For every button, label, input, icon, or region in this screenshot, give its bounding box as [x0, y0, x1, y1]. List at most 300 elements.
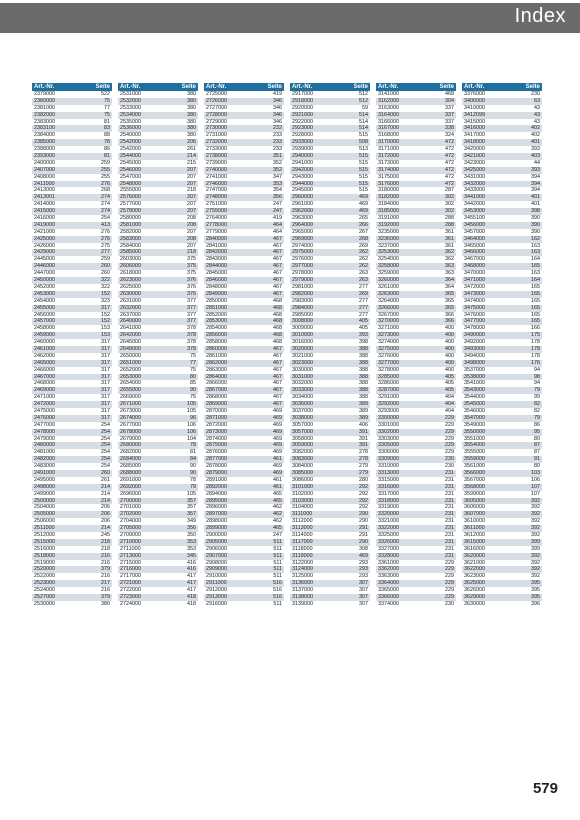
page-ref: 229 — [445, 566, 454, 573]
index-row — [290, 208, 370, 215]
page-ref: 274 — [101, 194, 110, 201]
page-ref: 280 — [359, 476, 368, 483]
page-ref: 75 — [190, 366, 196, 373]
page-ref: 229 — [445, 414, 454, 421]
art-nr: 3276000 — [378, 352, 399, 359]
page-ref: 393 — [531, 166, 540, 173]
page-ref: 79 — [534, 414, 540, 421]
art-nr: 2482000 — [34, 456, 55, 463]
page-ref: 400 — [445, 345, 454, 352]
art-nr: 2727000 — [206, 104, 227, 111]
art-nr: 2871000 — [206, 414, 227, 421]
art-nr: 3278000 — [378, 366, 399, 373]
index-row — [376, 318, 456, 325]
page-ref: 163 — [531, 270, 540, 277]
page-ref: 77 — [190, 359, 196, 366]
index-row — [462, 594, 542, 601]
index-row — [32, 525, 112, 532]
index-row — [376, 415, 456, 422]
page-ref: 166 — [531, 325, 540, 332]
page-ref: 366 — [445, 318, 454, 325]
index-row — [462, 98, 542, 105]
index-row — [376, 374, 456, 381]
art-nr: 2731000 — [206, 132, 227, 139]
index-row — [462, 380, 542, 387]
page-ref: 346 — [273, 104, 282, 111]
art-nr: 3316000 — [378, 483, 399, 490]
index-row — [290, 194, 370, 201]
index-row — [118, 119, 198, 126]
index-row — [462, 256, 542, 263]
page-ref: 468 — [273, 339, 282, 346]
art-nr: 3101000 — [292, 483, 313, 490]
index-row — [204, 105, 284, 112]
index-row — [118, 167, 198, 174]
page-ref: 231 — [445, 483, 454, 490]
index-row — [290, 139, 370, 146]
art-nr: 3172000 — [378, 153, 399, 160]
index-row — [32, 312, 112, 319]
art-nr: 2477000 — [34, 421, 55, 428]
page-ref: 469 — [273, 407, 282, 414]
page-ref: 268 — [101, 187, 110, 194]
page-ref: 278 — [359, 456, 368, 463]
page-ref: 254 — [101, 442, 110, 449]
index-row — [118, 601, 198, 608]
art-nr: 2481000 — [34, 449, 55, 456]
art-nr: 2923000 — [292, 125, 313, 132]
page-ref: 255 — [101, 173, 110, 180]
page-ref: 218 — [187, 187, 196, 194]
art-nr: 2542000 — [120, 139, 141, 146]
art-nr: 2546000 — [120, 166, 141, 173]
index-row — [376, 380, 456, 387]
index-row — [32, 504, 112, 511]
page-ref: 277 — [359, 297, 368, 304]
art-nr: 3417000 — [464, 132, 485, 139]
art-nr: 3541000 — [464, 380, 485, 387]
index-row — [290, 394, 370, 401]
page-ref: 380 — [187, 132, 196, 139]
index-row — [32, 498, 112, 505]
art-nr: 3410000 — [464, 104, 485, 111]
art-nr-header: Art.-Nr. — [120, 84, 141, 90]
index-row — [32, 553, 112, 560]
page-ref: 80 — [534, 435, 540, 442]
index-row — [462, 160, 542, 167]
index-row — [118, 387, 198, 394]
page-ref: 292 — [359, 490, 368, 497]
art-nr: 2454000 — [34, 297, 55, 304]
page-ref: 416 — [187, 559, 196, 566]
art-nr: 3275000 — [378, 345, 399, 352]
index-row — [118, 504, 198, 511]
page-ref: 260 — [101, 270, 110, 277]
art-nr: 2384000 — [34, 132, 55, 139]
index-row — [204, 442, 284, 449]
index-row — [290, 119, 370, 126]
art-nr: 2623000 — [120, 277, 141, 284]
index-row — [376, 325, 456, 332]
page-ref: 317 — [101, 407, 110, 414]
art-nr: 2702000 — [120, 511, 141, 518]
page-ref: 254 — [101, 428, 110, 435]
page-ref: 80 — [190, 373, 196, 380]
index-row — [118, 160, 198, 167]
art-nr: 3457000 — [464, 228, 485, 235]
index-row — [290, 532, 370, 539]
page-ref: 362 — [445, 256, 454, 263]
index-row — [118, 291, 198, 298]
index-row — [376, 387, 456, 394]
index-row — [32, 436, 112, 443]
page-ref: 292 — [359, 497, 368, 504]
index-row — [118, 256, 198, 263]
seite-header: Seite — [525, 84, 540, 90]
art-nr: 3301000 — [378, 421, 399, 428]
art-nr: 3494000 — [464, 352, 485, 359]
page-ref: 153 — [101, 332, 110, 339]
index-row — [462, 429, 542, 436]
page-ref: 229 — [445, 435, 454, 442]
art-nr: 2705000 — [120, 525, 141, 532]
page-ref: 380 — [187, 91, 196, 97]
index-row — [204, 484, 284, 491]
art-nr: 2413000 — [34, 187, 55, 194]
index-row — [118, 367, 198, 374]
page-ref: 263 — [359, 270, 368, 277]
art-nr: 3166000 — [378, 118, 399, 125]
art-nr: 2920000 — [292, 104, 313, 111]
art-nr: 3326000 — [378, 538, 399, 545]
page-ref: 260 — [101, 469, 110, 476]
index-row — [290, 325, 370, 332]
index-row — [290, 463, 370, 470]
page-ref: 86 — [534, 421, 540, 428]
index-row — [290, 105, 370, 112]
index-row — [204, 511, 284, 518]
page-ref: 522 — [101, 91, 110, 97]
page-ref: 402 — [531, 132, 540, 139]
page-ref: 263 — [359, 277, 368, 284]
index-row — [32, 222, 112, 229]
index-row — [204, 125, 284, 132]
index-row — [462, 442, 542, 449]
page-ref: 465 — [273, 490, 282, 497]
art-nr: 3492000 — [464, 339, 485, 346]
art-nr: 3615000 — [464, 538, 485, 545]
page-ref: 291 — [359, 532, 368, 538]
index-row — [118, 394, 198, 401]
index-row — [32, 353, 112, 360]
art-nr: 3306000 — [378, 449, 399, 456]
index-row — [118, 573, 198, 580]
page-ref: 324 — [445, 132, 454, 139]
page-ref: 106 — [187, 428, 196, 435]
art-nr: 2700000 — [120, 497, 141, 504]
index-row — [118, 298, 198, 305]
art-nr: 2909000 — [206, 566, 227, 573]
art-nr: 2778000 — [206, 221, 227, 228]
art-nr: 3441000 — [464, 194, 485, 201]
page-ref: 467 — [273, 249, 282, 256]
art-nr: 3466000 — [464, 249, 485, 256]
page-ref: 99 — [534, 394, 540, 401]
index-row — [290, 132, 370, 139]
page-ref: 469 — [359, 208, 368, 215]
index-row — [290, 263, 370, 270]
index-row — [290, 305, 370, 312]
index-row — [32, 277, 112, 284]
page-ref: 469 — [273, 449, 282, 456]
art-nr: 3625000 — [464, 580, 485, 587]
art-nr: 2673000 — [120, 407, 141, 414]
page-ref: 152 — [101, 318, 110, 325]
index-row — [376, 208, 456, 215]
art-nr: 3537000 — [464, 366, 485, 373]
page-ref: 276 — [101, 180, 110, 187]
art-nr: 2453000 — [34, 290, 55, 297]
page-ref: 275 — [101, 242, 110, 249]
page-ref: 394 — [531, 173, 540, 180]
index-row — [376, 243, 456, 250]
page-ref: 279 — [359, 469, 368, 476]
page-ref: 377 — [187, 297, 196, 304]
page-ref: 59 — [362, 104, 368, 111]
art-nr: 3287000 — [378, 387, 399, 394]
art-nr: 3174000 — [378, 166, 399, 173]
index-row — [204, 587, 284, 594]
art-nr: 3605000 — [464, 497, 485, 504]
art-nr: 3611000 — [464, 525, 485, 532]
index-row — [32, 153, 112, 160]
art-nr: 2527000 — [34, 594, 55, 601]
index-row — [462, 222, 542, 229]
index-row — [376, 442, 456, 449]
page-ref: 472 — [445, 166, 454, 173]
art-nr: 3364000 — [378, 580, 399, 587]
index-row — [204, 449, 284, 456]
art-nr: 2630000 — [120, 290, 141, 297]
art-nr: 2747000 — [206, 187, 227, 194]
index-row — [290, 436, 370, 443]
art-nr: 3493000 — [464, 345, 485, 352]
page-ref: 266 — [359, 221, 368, 228]
art-nr: 2385000 — [34, 139, 55, 146]
index-row — [376, 408, 456, 415]
index-row — [462, 139, 542, 146]
art-nr: 2465000 — [34, 359, 55, 366]
index-row — [462, 174, 542, 181]
index-row — [204, 491, 284, 498]
art-nr: 2978000 — [292, 270, 313, 277]
page-ref: 419 — [273, 91, 282, 97]
index-row — [32, 573, 112, 580]
page-ref: 90 — [190, 463, 196, 470]
index-row — [376, 256, 456, 263]
art-nr: 2943000 — [292, 173, 313, 180]
art-nr: 3365000 — [378, 587, 399, 594]
page-ref: 515 — [359, 173, 368, 180]
page-ref: 269 — [359, 290, 368, 297]
column-header — [204, 83, 284, 91]
page-ref: 255 — [101, 166, 110, 173]
index-row — [204, 422, 284, 429]
art-nr: 2894000 — [206, 490, 227, 497]
art-nr: 2891000 — [206, 476, 227, 483]
index-row — [462, 587, 542, 594]
art-nr: 3566000 — [464, 469, 485, 476]
index-row — [376, 339, 456, 346]
page-ref: 231 — [445, 511, 454, 518]
index-row — [462, 105, 542, 112]
page-ref: 247 — [273, 208, 282, 215]
index-row — [32, 105, 112, 112]
page-ref: 290 — [359, 518, 368, 525]
index-row — [204, 305, 284, 312]
page-ref: 413 — [101, 221, 110, 228]
art-nr: 2669000 — [120, 394, 141, 401]
page-ref: 347 — [273, 173, 282, 180]
art-nr: 2618000 — [120, 270, 141, 277]
art-nr: 2471000 — [34, 394, 55, 401]
art-nr: 3173000 — [378, 159, 399, 166]
art-nr: 3285000 — [378, 373, 399, 380]
page-ref: 467 — [273, 283, 282, 290]
index-row — [204, 146, 284, 153]
index-row — [118, 422, 198, 429]
index-row — [118, 146, 198, 153]
index-row — [32, 484, 112, 491]
art-nr: 3433000 — [464, 187, 485, 194]
page-ref: 392 — [531, 504, 540, 511]
art-nr: 2764000 — [206, 215, 227, 222]
page-ref: 103 — [531, 469, 540, 476]
index-row — [204, 208, 284, 215]
page-ref: 208 — [187, 221, 196, 228]
page-ref: 393 — [531, 146, 540, 153]
index-row — [290, 298, 370, 305]
art-nr: 3622000 — [464, 566, 485, 573]
page-ref: 388 — [359, 352, 368, 359]
art-nr: 2548000 — [120, 180, 141, 187]
index-row — [462, 339, 542, 346]
index-row — [32, 332, 112, 339]
art-nr: 2704000 — [120, 518, 141, 525]
art-nr: 2637000 — [120, 311, 141, 318]
index-row — [376, 181, 456, 188]
page-ref: 392 — [531, 511, 540, 518]
index-row — [290, 539, 370, 546]
index-row — [376, 229, 456, 236]
art-nr: 2532000 — [120, 97, 141, 104]
art-nr: 3082000 — [292, 449, 313, 456]
page-ref: 418 — [187, 600, 196, 607]
index-row — [32, 256, 112, 263]
art-nr: 3544000 — [464, 394, 485, 401]
page-ref: 178 — [531, 339, 540, 346]
index-row — [32, 181, 112, 188]
page-ref: 511 — [273, 566, 282, 573]
page-ref: 254 — [101, 456, 110, 463]
page-ref: 267 — [359, 228, 368, 235]
index-row — [376, 312, 456, 319]
art-nr: 2450000 — [34, 277, 55, 284]
index-row — [204, 573, 284, 580]
page-ref: 472 — [445, 146, 454, 153]
art-nr: 3442000 — [464, 201, 485, 208]
page-ref: 515 — [359, 180, 368, 187]
index-row — [290, 249, 370, 256]
page-ref: 265 — [359, 215, 368, 222]
art-nr: 2531000 — [120, 91, 141, 97]
art-nr: 2583000 — [120, 235, 141, 242]
art-nr: 2654000 — [120, 380, 141, 387]
index-row — [32, 132, 112, 139]
page-ref: 379 — [101, 594, 110, 601]
art-nr: 3263000 — [378, 290, 399, 297]
page-ref: 176 — [531, 359, 540, 366]
art-nr: 2974000 — [292, 242, 313, 249]
page-ref: 467 — [273, 380, 282, 387]
index-row — [290, 201, 370, 208]
page-ref: 230 — [531, 91, 540, 97]
art-nr: 3498000 — [464, 359, 485, 366]
index-row — [32, 249, 112, 256]
art-nr: 3124000 — [292, 566, 313, 573]
page-ref: 78 — [104, 139, 110, 146]
index-row — [376, 174, 456, 181]
art-nr: 2545000 — [120, 159, 141, 166]
art-nr: 2631000 — [120, 297, 141, 304]
art-nr: 3561000 — [464, 463, 485, 470]
index-row — [32, 298, 112, 305]
art-nr: 2688000 — [120, 469, 141, 476]
page-ref: 262 — [359, 256, 368, 263]
page-ref: 378 — [187, 339, 196, 346]
art-nr: 2655000 — [120, 387, 141, 394]
art-nr-header: Art.-Nr. — [378, 84, 399, 90]
art-nr: 3456000 — [464, 221, 485, 228]
page-ref: 388 — [359, 380, 368, 387]
page-ref: 392 — [531, 532, 540, 538]
index-row — [376, 215, 456, 222]
page-ref: 357 — [187, 511, 196, 518]
index-row — [204, 553, 284, 560]
art-nr: 3620000 — [464, 552, 485, 559]
page-ref: 461 — [273, 483, 282, 490]
art-nr: 3468000 — [464, 263, 485, 270]
page-ref: 43 — [534, 111, 540, 118]
index-row — [118, 456, 198, 463]
index-row — [290, 270, 370, 277]
index-row — [118, 380, 198, 387]
art-nr: 2721000 — [120, 580, 141, 587]
art-nr: 3432000 — [464, 180, 485, 187]
art-nr: 2732000 — [206, 139, 227, 146]
page-ref: 361 — [445, 228, 454, 235]
page-ref: 353 — [187, 538, 196, 545]
art-nr: 2393000 — [34, 153, 55, 160]
index-row — [118, 125, 198, 132]
art-nr: 3083000 — [292, 456, 313, 463]
index-row — [204, 91, 284, 98]
art-nr: 3421000 — [464, 153, 485, 160]
art-nr: 2445000 — [34, 256, 55, 263]
index-row — [32, 201, 112, 208]
art-nr: 2504000 — [34, 504, 55, 511]
art-nr: 3291000 — [378, 394, 399, 401]
